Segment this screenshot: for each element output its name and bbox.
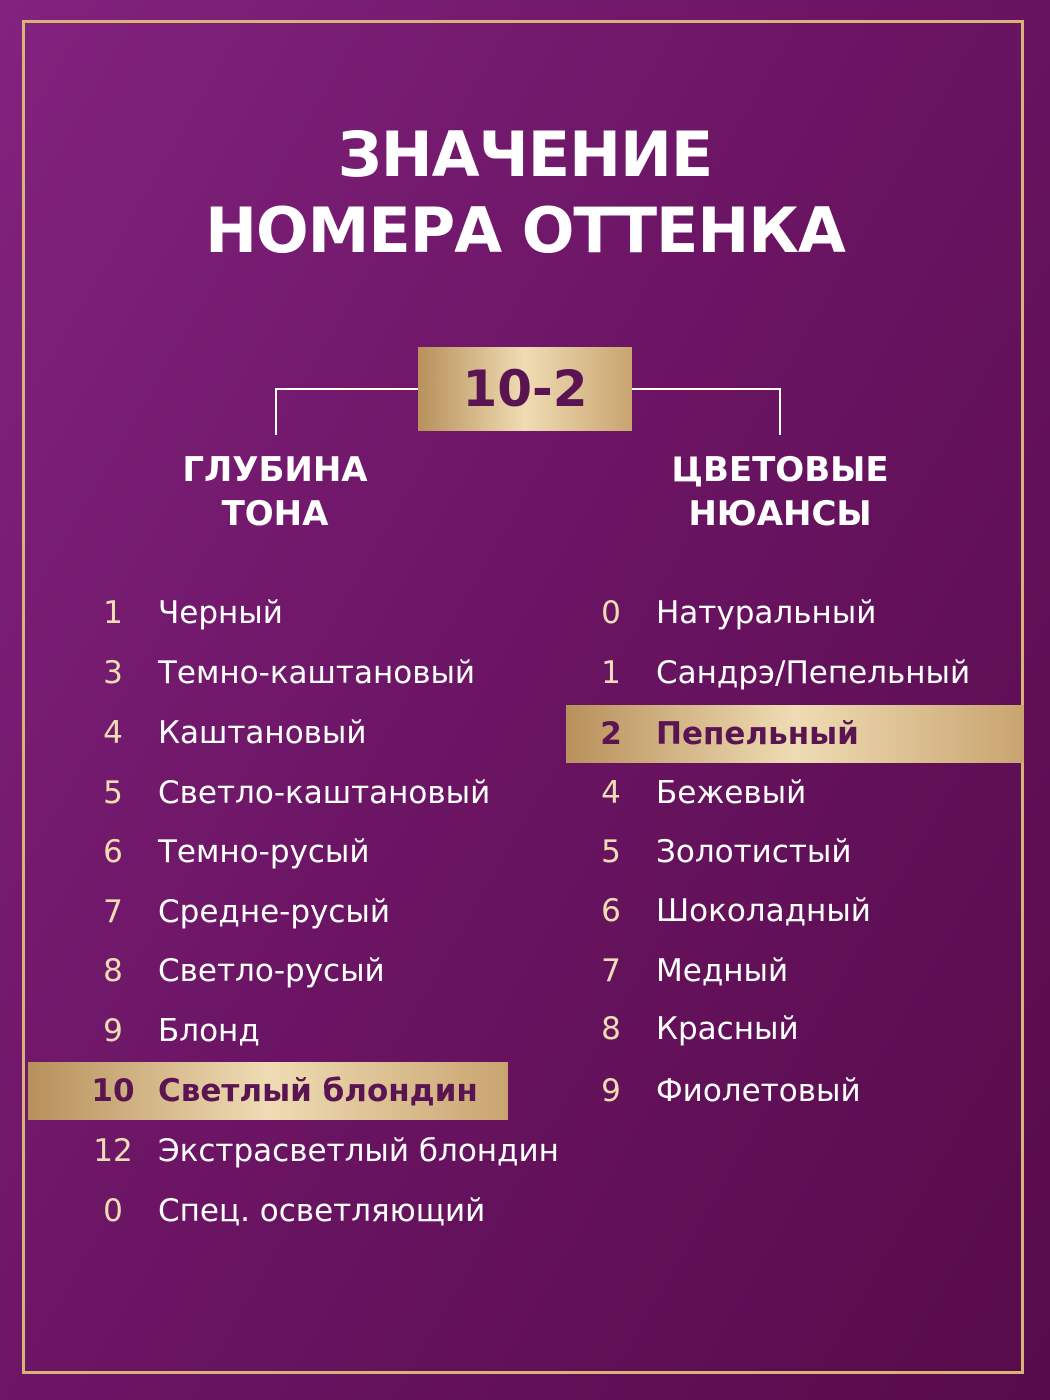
tone-row — [28, 942, 608, 1000]
tone-number: 9 — [103, 1013, 123, 1049]
tone-label: Блонд — [158, 1013, 260, 1049]
nuance-row — [566, 823, 1026, 881]
color-nuance-heading-line2: НЮАНСЫ — [688, 494, 872, 534]
nuance-number: 4 — [601, 775, 621, 811]
tone-row — [28, 644, 608, 702]
nuance-row — [566, 584, 1026, 642]
nuance-label: Золотистый — [656, 834, 852, 870]
nuance-label: Бежевый — [656, 775, 807, 811]
page-title-line2: НОМЕРА ОТТЕНКА — [205, 194, 845, 267]
tone-label: Каштановый — [158, 715, 367, 751]
nuance-number: 5 — [601, 834, 621, 870]
tone-number: 0 — [103, 1193, 123, 1229]
tone-label: Светло-русый — [158, 953, 385, 989]
nuance-row — [566, 764, 1026, 822]
tone-number: 3 — [103, 655, 123, 691]
right-connector-line — [632, 388, 781, 435]
tone-number: 1 — [103, 595, 123, 631]
tone-depth-heading-line1: ГЛУБИНА — [182, 450, 368, 490]
tone-row — [28, 704, 608, 762]
nuance-number: 8 — [601, 1011, 621, 1047]
tone-label: Темно-каштановый — [158, 655, 476, 691]
nuance-label: Пепельный — [656, 716, 859, 752]
tone-label: Черный — [158, 595, 283, 631]
tone-row — [28, 1002, 608, 1060]
nuance-number: 2 — [600, 716, 622, 752]
nuance-label: Сандрэ/Пепельный — [656, 655, 971, 691]
tone-row — [28, 823, 608, 881]
tone-number: 12 — [93, 1133, 133, 1169]
tone-label: Средне-русый — [158, 894, 391, 930]
nuance-label: Медный — [656, 953, 789, 989]
page-title-line1: ЗНАЧЕНИЕ — [337, 118, 713, 191]
tone-number: 8 — [103, 953, 123, 989]
tone-depth-heading — [150, 448, 400, 536]
nuance-number: 1 — [601, 655, 621, 691]
nuance-number: 7 — [601, 953, 621, 989]
nuance-label: Красный — [656, 1011, 799, 1047]
left-connector-line — [275, 388, 420, 435]
tone-label: Светло-каштановый — [158, 775, 491, 811]
tone-number: 10 — [91, 1073, 135, 1109]
nuance-row — [566, 1062, 1026, 1120]
nuance-number: 6 — [601, 893, 621, 929]
tone-label: Светлый блондин — [158, 1073, 478, 1109]
tone-row — [28, 584, 608, 642]
tone-depth-heading-line2: ТОНА — [221, 494, 329, 534]
tone-row — [28, 764, 608, 822]
nuance-number: 9 — [601, 1073, 621, 1109]
nuance-row — [566, 882, 1026, 940]
tone-row — [28, 883, 608, 941]
tone-number: 6 — [103, 834, 123, 870]
tone-number: 5 — [103, 775, 123, 811]
nuance-row — [566, 942, 1026, 1000]
nuance-label: Шоколадный — [656, 893, 871, 929]
tone-row — [28, 1182, 608, 1240]
nuance-row — [566, 705, 1026, 763]
shade-code-badge: 10-2 — [418, 347, 632, 431]
color-nuance-heading — [640, 448, 920, 536]
tone-row — [28, 1122, 608, 1180]
tone-number: 4 — [103, 715, 123, 751]
nuance-label: Фиолетовый — [656, 1073, 861, 1109]
nuance-label: Натуральный — [656, 595, 877, 631]
nuance-row — [566, 644, 1026, 702]
nuance-row — [566, 1000, 1026, 1058]
tone-label: Темно-русый — [158, 834, 370, 870]
tone-row — [28, 1062, 608, 1120]
tone-number: 7 — [103, 894, 123, 930]
nuance-number: 0 — [601, 595, 621, 631]
tone-label: Экстрасветлый блондин — [158, 1133, 559, 1169]
tone-label: Спец. осветляющий — [158, 1193, 486, 1229]
color-nuance-heading-line1: ЦВЕТОВЫЕ — [671, 450, 889, 490]
